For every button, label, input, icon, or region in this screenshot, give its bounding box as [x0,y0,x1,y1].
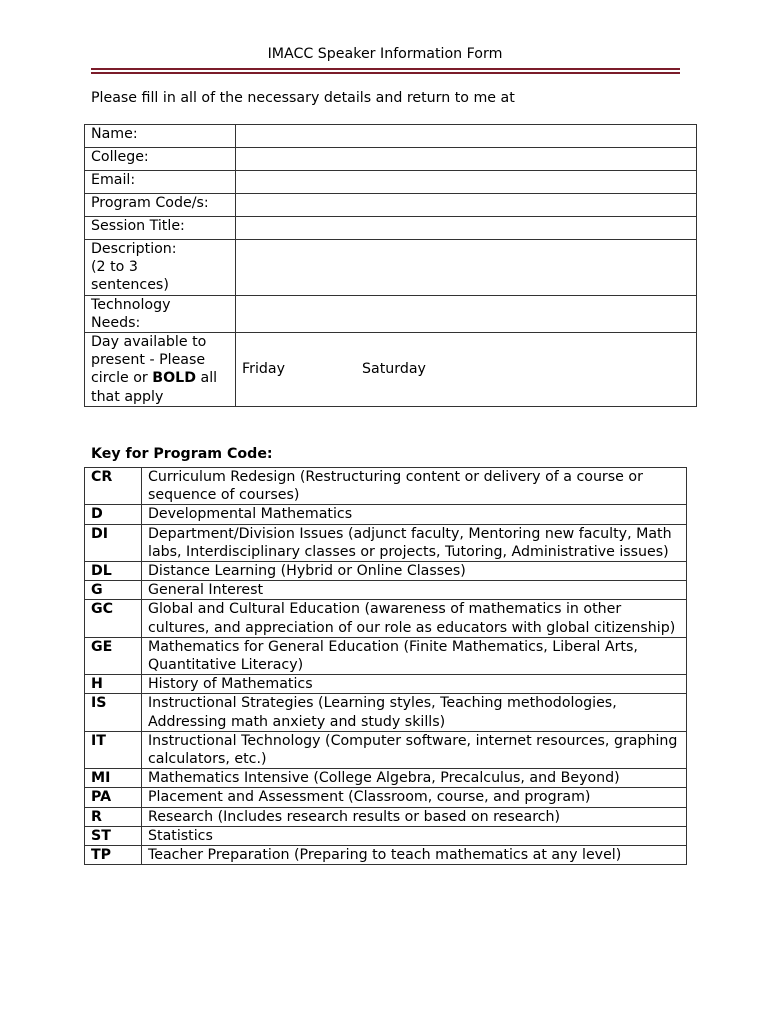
key-description: History of Mathematics [142,675,687,694]
key-row [85,675,687,694]
key-description: Instructional Strategies (Learning styles, Teaching methodologies, Addressing math anxiety and study skills) [142,694,687,731]
day-option-saturday[interactable]: Saturday [362,361,426,378]
key-code: GE [85,637,142,674]
key-description: Placement and Assessment (Classroom, course, and program) [142,788,687,807]
key-description: Curriculum Redesign (Restructuring content or delivery of a course or sequence of courses) [142,468,687,505]
form-row-college [85,148,697,171]
key-description: Mathematics for General Education (Finite Mathematics, Liberal Arts, Quantitative Literacy) [142,637,687,674]
day-options [236,333,697,407]
key-row [85,581,687,600]
day-available-label: Day available to present - Please circle or BOLD all that apply [85,333,236,407]
key-code: H [85,675,142,694]
key-description: Department/Division Issues (adjunct faculty, Mentoring new faculty, Math labs, Interdisciplinary classes or projects, Tutoring, Administrative issues) [142,524,687,561]
form-label: Description: (2 to 3 sentences) [85,240,236,296]
key-row [85,600,687,637]
session-title-field[interactable] [236,217,697,240]
form-label: Email: [85,171,236,194]
form-label: College: [85,148,236,171]
key-row [85,694,687,731]
key-row [85,846,687,865]
page-title: IMACC Speaker Information Form [267,46,503,62]
key-description: Developmental Mathematics [142,505,687,524]
key-row [85,505,687,524]
key-row [85,731,687,768]
college-field[interactable] [236,148,697,171]
intro-text: Please fill in all of the necessary details and return to me at [91,90,515,106]
form-row-session-title [85,217,697,240]
form-row-email [85,171,697,194]
form-row-technology [85,295,697,332]
form-label: Technology Needs: [85,295,236,332]
key-code: MI [85,769,142,788]
name-field[interactable] [236,125,697,148]
program-code-field[interactable] [236,194,697,217]
key-row [85,807,687,826]
key-code: IT [85,731,142,768]
key-description: Distance Learning (Hybrid or Online Classes) [142,562,687,581]
key-description: Statistics [142,826,687,845]
header-rule-bottom [91,72,680,74]
key-row [85,637,687,674]
key-description: Research (Includes research results or based on research) [142,807,687,826]
key-row [85,788,687,807]
form-row-day-available [85,333,697,407]
form-label: Program Code/s: [85,194,236,217]
header-rule-top [91,68,680,70]
form-row-program-code [85,194,697,217]
key-row [85,524,687,561]
email-field[interactable] [236,171,697,194]
speaker-form-table [84,124,697,407]
key-row [85,826,687,845]
form-row-name [85,125,697,148]
program-code-key-table [84,467,687,865]
key-code: GC [85,600,142,637]
key-description: Instructional Technology (Computer software, internet resources, graphing calculators, etc.) [142,731,687,768]
key-code: PA [85,788,142,807]
key-description: Global and Cultural Education (awareness of mathematics in other cultures, and appreciation of our role as educators with global citizenship) [142,600,687,637]
key-description: General Interest [142,581,687,600]
key-description: Mathematics Intensive (College Algebra, Precalculus, and Beyond) [142,769,687,788]
day-option-friday[interactable]: Friday [242,361,285,378]
description-field[interactable] [236,240,697,296]
key-row [85,562,687,581]
key-code: CR [85,468,142,505]
key-code: G [85,581,142,600]
key-code: DL [85,562,142,581]
key-row [85,769,687,788]
form-row-description [85,240,697,296]
technology-needs-field[interactable] [236,295,697,332]
form-label: Name: [85,125,236,148]
key-code: R [85,807,142,826]
key-description: Teacher Preparation (Preparing to teach mathematics at any level) [142,846,687,865]
key-code: D [85,505,142,524]
key-heading: Key for Program Code: [91,446,273,462]
form-label: Session Title: [85,217,236,240]
key-code: ST [85,826,142,845]
key-code: DI [85,524,142,561]
key-code: IS [85,694,142,731]
key-code: TP [85,846,142,865]
key-row [85,468,687,505]
